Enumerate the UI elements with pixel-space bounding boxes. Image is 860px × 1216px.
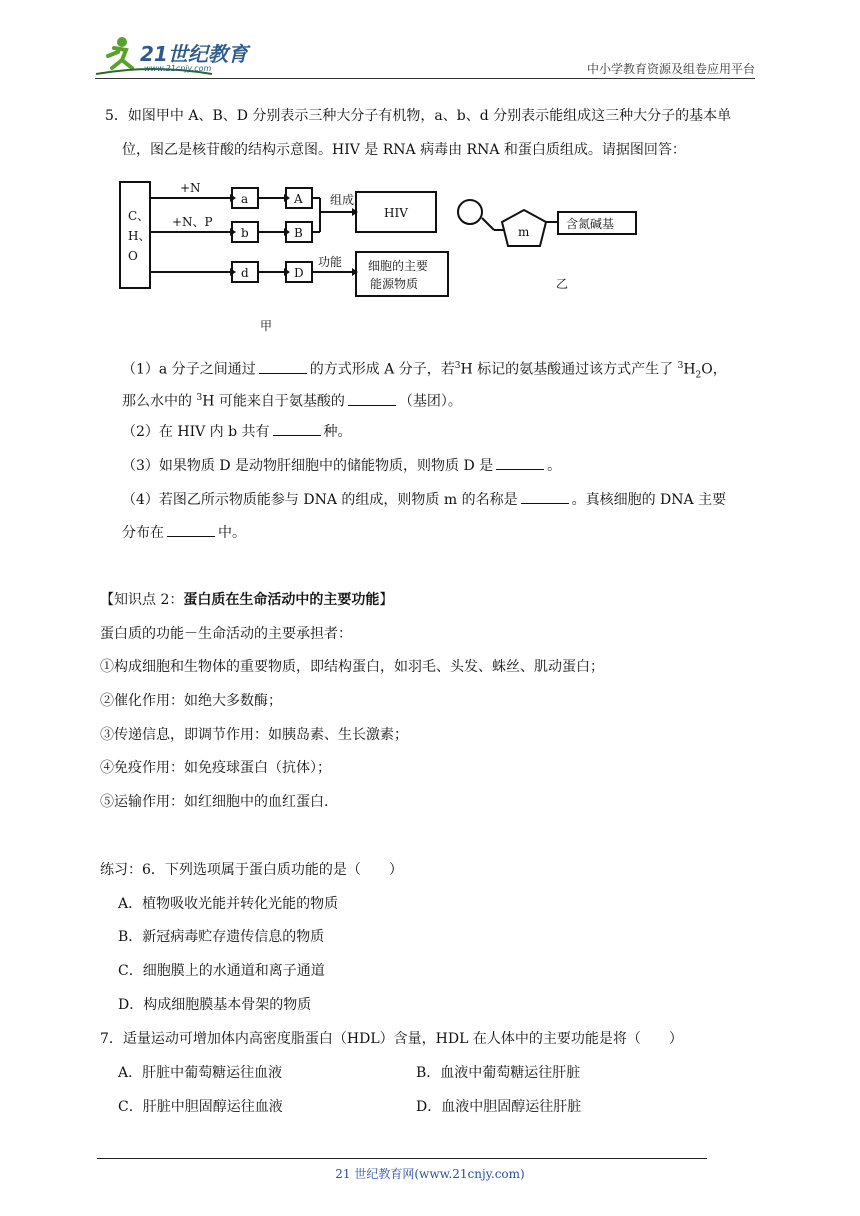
q5-sub4-line2 xyxy=(122,522,246,543)
q5-sub2 xyxy=(122,421,352,442)
arrow1-label: +N xyxy=(180,181,201,195)
site-logo xyxy=(92,34,262,78)
q5-sub4-line2-b: 中。 xyxy=(218,525,246,541)
answer-blank-4[interactable] xyxy=(496,455,544,470)
diagram-yi xyxy=(452,192,642,292)
q6-option-d[interactable]: D．构成细胞膜基本骨架的物质 xyxy=(118,997,312,1013)
kp2-title xyxy=(100,590,393,610)
q6-stem: 练习：6．下列选项属于蛋白质功能的是（ ） xyxy=(100,862,403,878)
hiv-label: HIV xyxy=(384,206,408,220)
header-platform-name: 中小学教育资源及组卷应用平台 xyxy=(586,62,755,76)
source-c: C、 xyxy=(128,209,150,223)
q5-sub1-line1 xyxy=(122,356,727,385)
phosphate-circle xyxy=(458,200,482,224)
kp2-intro: 蛋白质的功能－生命活动的主要承担者： xyxy=(100,626,352,642)
q5-sub2-b: 种。 xyxy=(323,424,352,440)
q5-sub4-line2-a: 分布在 xyxy=(122,525,164,541)
q6-option-b[interactable]: B．新冠病毒贮存遗传信息的物质 xyxy=(118,929,325,945)
q5-sub2-a: （2）在 HIV 内 b 共有 xyxy=(122,424,270,440)
kp2-item-4: ④免疫作用：如免疫球蛋白（抗体）； xyxy=(100,760,331,776)
q5-stem-line2: 位，图乙是核苷酸的结构示意图。HIV 是 RNA 病毒由 RNA 和蛋白质组成。请据图回答： xyxy=(122,142,686,158)
footer-link[interactable]: 21 世纪教育网(www.21cnjy.com) xyxy=(335,1167,525,1181)
q7-option-a[interactable]: A．肝脏中葡萄糖运往血液 xyxy=(118,1065,283,1081)
source-o: O xyxy=(128,249,138,263)
q5-sub4-a: （4）若图乙所示物质能参与 DNA 的组成，则物质 m 的名称是 xyxy=(122,492,518,508)
label-small-d: d xyxy=(241,266,249,280)
q6-option-a[interactable]: A．植物吸收光能并转化光能的物质 xyxy=(118,896,339,912)
subscript-2: 2 xyxy=(695,370,702,381)
kp2-item-2: ②催化作用：如绝大多数酶； xyxy=(100,693,282,709)
nucleotide-m-label: m xyxy=(518,225,530,239)
superscript-3b: 3 xyxy=(677,361,684,371)
kp2-title-bold: 蛋白质在生命活动中的主要功能 xyxy=(183,592,380,608)
label-small-b: b xyxy=(241,226,249,240)
kp2-title-suffix: 】 xyxy=(379,592,394,608)
kp2-item-1: ①构成细胞和生物体的重要物质，即结构蛋白，如羽毛、头发、蛛丝、肌动蛋白； xyxy=(100,659,604,675)
q5-sub1-text-b: 的方式形成 A 分子，若 xyxy=(309,361,455,378)
kp2-title-prefix: 【知识点 2： xyxy=(100,592,184,608)
arrow2-label: +N、P xyxy=(172,215,213,229)
answer-blank-3[interactable] xyxy=(273,421,321,436)
q7-option-b[interactable]: B．血液中葡萄糖运往肝脏 xyxy=(416,1065,581,1081)
answer-blank-5[interactable] xyxy=(521,489,569,504)
q5-sub1-line2-a: 那么水中的 xyxy=(122,393,192,410)
source-h: H、 xyxy=(128,229,151,243)
caption-jia: 甲 xyxy=(260,319,273,333)
q5-sub1-text-c: H 标记的氨基酸通过该方式产生了 xyxy=(460,361,674,378)
q5-sub3 xyxy=(122,455,561,476)
logo-text: 21世纪教育 xyxy=(140,42,248,66)
label-big-D: D xyxy=(294,266,304,280)
kp2-item-3: ③传递信息，即调节作用：如胰岛素、生长激素； xyxy=(100,727,408,743)
header-rule xyxy=(95,78,755,79)
answer-blank-1[interactable] xyxy=(259,359,307,374)
energy-box-line1: 细胞的主要 xyxy=(368,259,429,273)
kp2-item-5: ⑤运输作用：如红细胞中的血红蛋白. xyxy=(100,794,329,810)
diagram-jia xyxy=(118,176,458,336)
q5-sub1-text-d: O， xyxy=(701,361,727,378)
answer-blank-2[interactable] xyxy=(348,391,396,406)
label-big-A: A xyxy=(294,192,303,206)
q5-stem-line1: 5．如图甲中 A、B、D 分别表示三种大分子有机物，a、b、d 分别表示能组成这三种大分子的基本单 xyxy=(105,108,732,124)
base-box-label: 含氮碱基 xyxy=(566,217,615,231)
label-small-a: a xyxy=(241,192,249,206)
q7-stem: 7．适量运动可增加体内高密度脂蛋白（HDL）含量，HDL 在人体中的主要功能是将（ ） xyxy=(100,1031,683,1047)
energy-box-line2: 能源物质 xyxy=(370,277,419,291)
answer-blank-6[interactable] xyxy=(167,522,215,537)
q5-sub1-line2-b: H 可能来自于氨基酸的 xyxy=(202,393,345,410)
q5-sub1-line2-c: （基团）。 xyxy=(398,393,462,410)
q5-sub1-line2 xyxy=(122,388,462,412)
label-big-B: B xyxy=(294,226,303,240)
q5-sub4-b: 。真核细胞的 DNA 主要 xyxy=(571,492,727,508)
caption-yi: 乙 xyxy=(556,277,569,291)
label-gongneng: 功能 xyxy=(318,255,343,269)
q7-option-c[interactable]: C．肝脏中胆固醇运往血液 xyxy=(118,1099,283,1115)
q5-sub4-line1 xyxy=(122,489,726,510)
h-symbol: H xyxy=(683,361,696,378)
label-zucheng: 组成 xyxy=(330,193,355,207)
logo-url: www.21cnjy.com xyxy=(144,64,212,73)
q5-sub3-b: 。 xyxy=(547,458,562,474)
q7-option-d[interactable]: D．血液中胆固醇运往肝脏 xyxy=(416,1099,582,1115)
q5-sub3-a: （3）如果物质 D 是动物肝细胞中的储能物质，则物质 D 是 xyxy=(122,458,494,474)
q5-sub1-text-a: （1）a 分子之间通过 xyxy=(122,361,256,378)
superscript-3c: 3 xyxy=(196,393,203,403)
superscript-3: 3 xyxy=(454,361,461,371)
q6-option-c[interactable]: C．细胞膜上的水通道和离子通道 xyxy=(118,963,325,979)
footer-rule xyxy=(97,1158,707,1159)
